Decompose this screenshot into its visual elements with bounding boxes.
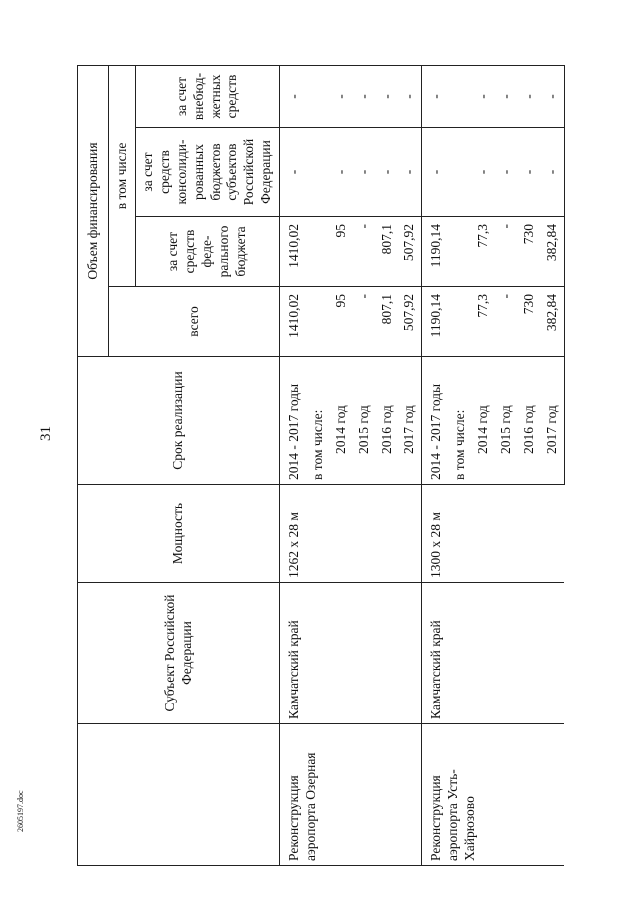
- term-cell: 2017 год: [398, 357, 421, 485]
- total-cell: -: [353, 287, 376, 357]
- total-cell: 382,84: [541, 287, 564, 357]
- regional-cell: -: [422, 128, 449, 217]
- extra-cell: -: [518, 65, 541, 127]
- federal-cell: 77,3: [472, 217, 495, 287]
- federal-cell: 1190,14: [422, 217, 449, 287]
- extra-cell: [449, 65, 472, 127]
- extra-cell: -: [541, 65, 564, 127]
- subject-name: Камчатский край: [422, 583, 564, 724]
- extra-cell: [307, 65, 330, 127]
- federal-cell: 807,1: [376, 217, 399, 287]
- extra-cell: -: [495, 65, 518, 127]
- header-federal: за счет средств феде- рального бюджета: [136, 217, 280, 287]
- term-cell: 2016 год: [376, 357, 399, 485]
- term-cell: 2014 год: [330, 357, 353, 485]
- total-cell: [449, 287, 472, 357]
- subject-name: Камчатский край: [280, 583, 422, 724]
- total-cell: 730: [518, 287, 541, 357]
- regional-cell: [449, 128, 472, 217]
- object-name: Реконструкция аэропорта Озерная: [280, 724, 422, 866]
- total-cell: [307, 287, 330, 357]
- term-cell: 2015 год: [353, 357, 376, 485]
- capacity-value: 1300 х 28 м: [422, 485, 564, 583]
- extra-cell: -: [280, 65, 307, 127]
- regional-cell: -: [353, 128, 376, 217]
- term-cell: 2015 год: [495, 357, 518, 485]
- extra-cell: -: [330, 65, 353, 127]
- header-object: [78, 724, 280, 866]
- regional-cell: -: [398, 128, 421, 217]
- page-number: 31: [38, 426, 54, 441]
- header-financing: Объем финансирования: [78, 65, 109, 356]
- federal-cell: 1410,02: [280, 217, 307, 287]
- extra-cell: -: [376, 65, 399, 127]
- federal-cell: 382,84: [541, 217, 564, 287]
- total-cell: 807,1: [376, 287, 399, 357]
- term-cell: 2014 - 2017 годы: [422, 357, 449, 485]
- regional-cell: -: [280, 128, 307, 217]
- term-cell: 2016 год: [518, 357, 541, 485]
- total-cell: 77,3: [472, 287, 495, 357]
- table-row: [422, 65, 449, 865]
- header-capacity: Мощность: [78, 485, 280, 583]
- capacity-value: 1262 х 28 м: [280, 485, 422, 583]
- federal-cell: [449, 217, 472, 287]
- term-cell: 2014 - 2017 годы: [280, 357, 307, 485]
- object-name: Реконструкция аэропорта Усть-Хайрюзово: [422, 724, 564, 866]
- term-cell: 2017 год: [541, 357, 564, 485]
- federal-cell: 507,92: [398, 217, 421, 287]
- regional-cell: -: [472, 128, 495, 217]
- federal-cell: -: [353, 217, 376, 287]
- extra-cell: -: [353, 65, 376, 127]
- total-cell: 507,92: [398, 287, 421, 357]
- regional-cell: -: [330, 128, 353, 217]
- financing-table: [77, 65, 565, 866]
- extra-cell: -: [422, 65, 449, 127]
- regional-cell: -: [541, 128, 564, 217]
- term-cell: в том числе:: [449, 357, 472, 485]
- header-total: всего: [109, 287, 280, 357]
- document-reference: 2605197.doc: [16, 790, 25, 832]
- table-body: [280, 65, 565, 865]
- federal-cell: 95: [330, 217, 353, 287]
- federal-cell: -: [495, 217, 518, 287]
- header-regional: за счет средств консолиди- рованных бюджетов субъектов Российской Федерации: [136, 128, 280, 217]
- table-row: [280, 65, 307, 865]
- federal-cell: 730: [518, 217, 541, 287]
- regional-cell: -: [518, 128, 541, 217]
- extra-cell: -: [398, 65, 421, 127]
- regional-cell: -: [376, 128, 399, 217]
- extra-cell: -: [472, 65, 495, 127]
- total-cell: 1410,02: [280, 287, 307, 357]
- header-subject: Субъект Российской Федерации: [78, 583, 280, 724]
- regional-cell: -: [495, 128, 518, 217]
- header-extra: за счет внебюд- жетных средств: [136, 65, 280, 127]
- total-cell: -: [495, 287, 518, 357]
- term-cell: в том числе:: [307, 357, 330, 485]
- total-cell: 95: [330, 287, 353, 357]
- rotated-page-content: [77, 66, 559, 866]
- federal-cell: [307, 217, 330, 287]
- header-term: Срок реализации: [78, 357, 280, 485]
- total-cell: 1190,14: [422, 287, 449, 357]
- header-including: в том числе: [109, 65, 136, 286]
- term-cell: 2014 год: [472, 357, 495, 485]
- regional-cell: [307, 128, 330, 217]
